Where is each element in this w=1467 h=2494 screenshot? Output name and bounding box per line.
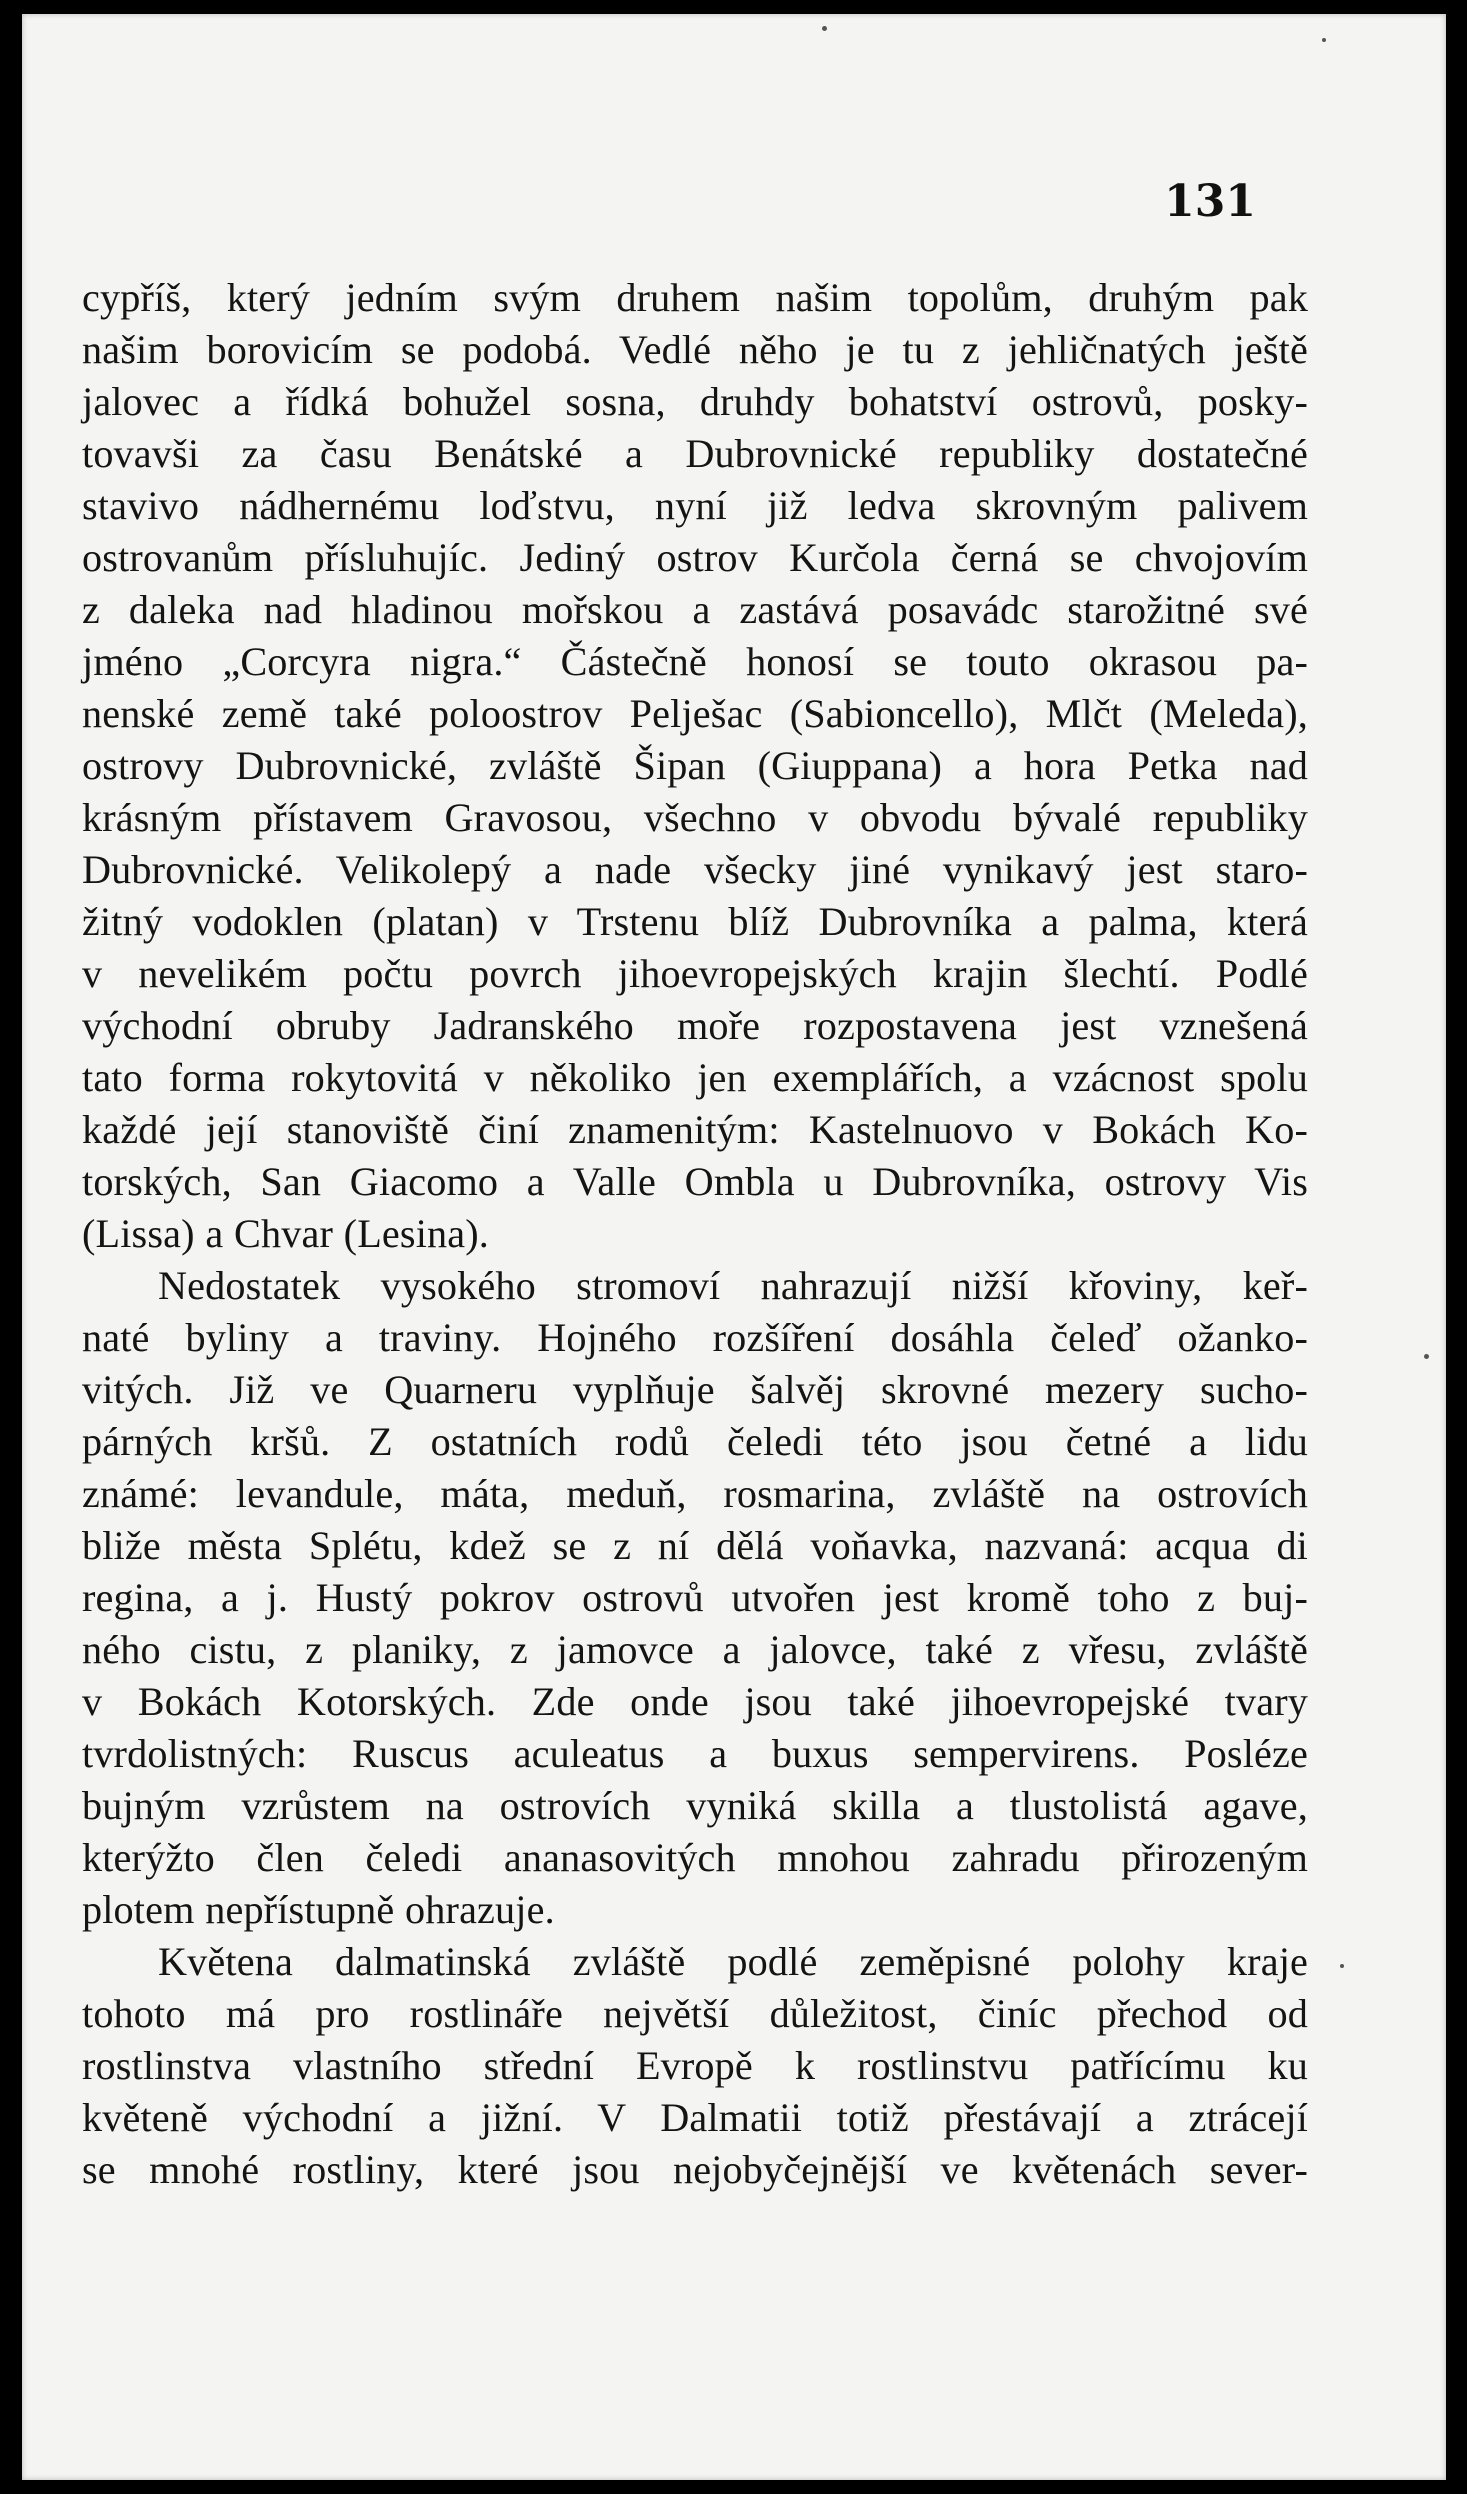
text-line: tovavši za času Benátské a Dubrovnické republiky dostatečné — [82, 431, 1308, 476]
text-line: ostrovanům přísluhujíc. Jediný ostrov Kurčola černá se chvojovím — [82, 535, 1308, 580]
paragraph-3 — [82, 1936, 1308, 2196]
text-line: ného cistu, z planiky, z jamovce a jalovce, také z vřesu, zvláště — [82, 1627, 1308, 1672]
text-line: se mnohé rostliny, které jsou nejobyčejnější ve květenách sever- — [82, 2147, 1308, 2192]
body-text — [82, 272, 1308, 2196]
scan-speck — [1424, 1354, 1429, 1359]
page-number: 131 — [1164, 176, 1256, 227]
text-line: bujným vzrůstem na ostrovích vyniká skilla a tlustolistá agave, — [82, 1783, 1308, 1828]
text-line: regina, a j. Hustý pokrov ostrovů utvořen jest kromě toho z buj- — [82, 1575, 1308, 1620]
text-line: torských, San Giacomo a Valle Ombla u Dubrovníka, ostrovy Vis — [82, 1159, 1308, 1204]
text-line: žitný vodoklen (platan) v Trstenu blíž Dubrovníka a palma, která — [82, 899, 1308, 944]
text-line: naté byliny a traviny. Hojného rozšíření dosáhla čeleď ožanko- — [82, 1315, 1308, 1360]
text-line: Nedostatek vysokého stromoví nahrazují nižší křoviny, keř- — [158, 1263, 1308, 1308]
scan-speck — [1340, 1964, 1344, 1968]
text-line: Dubrovnické. Velikolepý a nade všecky jiné vynikavý jest staro- — [82, 847, 1308, 892]
text-line: párných kršů. Z ostatních rodů čeledi této jsou četné a lidu — [82, 1419, 1308, 1464]
scan-speck — [1322, 38, 1326, 42]
text-line: tato forma rokytovitá v několiko jen exemplářích, a vzácnost spolu — [82, 1055, 1308, 1100]
text-line: tohoto má pro rostlináře největší důležitost, činíc přechod od — [82, 1991, 1308, 2036]
text-line: plotem nepřístupně ohrazuje. — [82, 1887, 555, 1932]
text-line: květeně východní a jižní. V Dalmatii totiž přestávají a ztrácejí — [82, 2095, 1308, 2140]
text-line: vitých. Již ve Quarneru vyplňuje šalvěj skrovné mezery sucho- — [82, 1367, 1308, 1412]
text-line: nenské země také poloostrov Pelješac (Sabioncello), Mlčt (Meleda), — [82, 691, 1308, 736]
text-line: Květena dalmatinská zvláště podlé zeměpisné polohy kraje — [158, 1939, 1308, 1984]
text-line: každé její stanoviště činí znamenitým: Kastelnuovo v Bokách Ko- — [82, 1107, 1308, 1152]
text-line: stavivo nádhernému loďstvu, nyní již ledva skrovným palivem — [82, 483, 1308, 528]
text-line: cypříš, který jedním svým druhem našim topolům, druhým pak — [82, 275, 1308, 320]
text-line: krásným přístavem Gravosou, všechno v obvodu bývalé republiky — [82, 795, 1308, 840]
text-line: v nevelikém počtu povrch jihoevropejských krajin šlechtí. Podlé — [82, 951, 1308, 996]
text-line: ostrovy Dubrovnické, zvláště Šipan (Giuppana) a hora Petka nad — [82, 743, 1308, 788]
text-line: známé: levandule, máta, meduň, rosmarina, zvláště na ostrovích — [82, 1471, 1308, 1516]
text-line: našim borovicím se podobá. Vedlé něho je tu z jehličnatých ještě — [82, 327, 1308, 372]
text-line: jméno „Corcyra nigra.“ Částečně honosí se touto okrasou pa- — [82, 639, 1308, 684]
text-line: (Lissa) a Chvar (Lesina). — [82, 1211, 489, 1256]
text-line: bliže města Splétu, kdež se z ní dělá voňavka, nazvaná: acqua di — [82, 1523, 1308, 1568]
text-line: jalovec a řídká bohužel sosna, druhdy bohatství ostrovů, posky- — [82, 379, 1308, 424]
paragraph-1 — [82, 272, 1308, 1260]
text-line: z daleka nad hladinou mořskou a zastává posavádc starožitné své — [82, 587, 1308, 632]
scanned-page — [22, 14, 1446, 2480]
paragraph-2 — [82, 1260, 1308, 1936]
text-line: kterýžto člen čeledi ananasovitých mnohou zahradu přirozeným — [82, 1835, 1308, 1880]
text-line: rostlinstva vlastního střední Evropě k rostlinstvu patřícímu ku — [82, 2043, 1308, 2088]
text-line: východní obruby Jadranského moře rozpostavena jest vznešená — [82, 1003, 1308, 1048]
text-line: v Bokách Kotorských. Zde onde jsou také jihoevropejské tvary — [82, 1679, 1308, 1724]
text-line: tvrdolistných: Ruscus aculeatus a buxus sempervirens. Posléze — [82, 1731, 1308, 1776]
scan-speck — [822, 26, 827, 31]
